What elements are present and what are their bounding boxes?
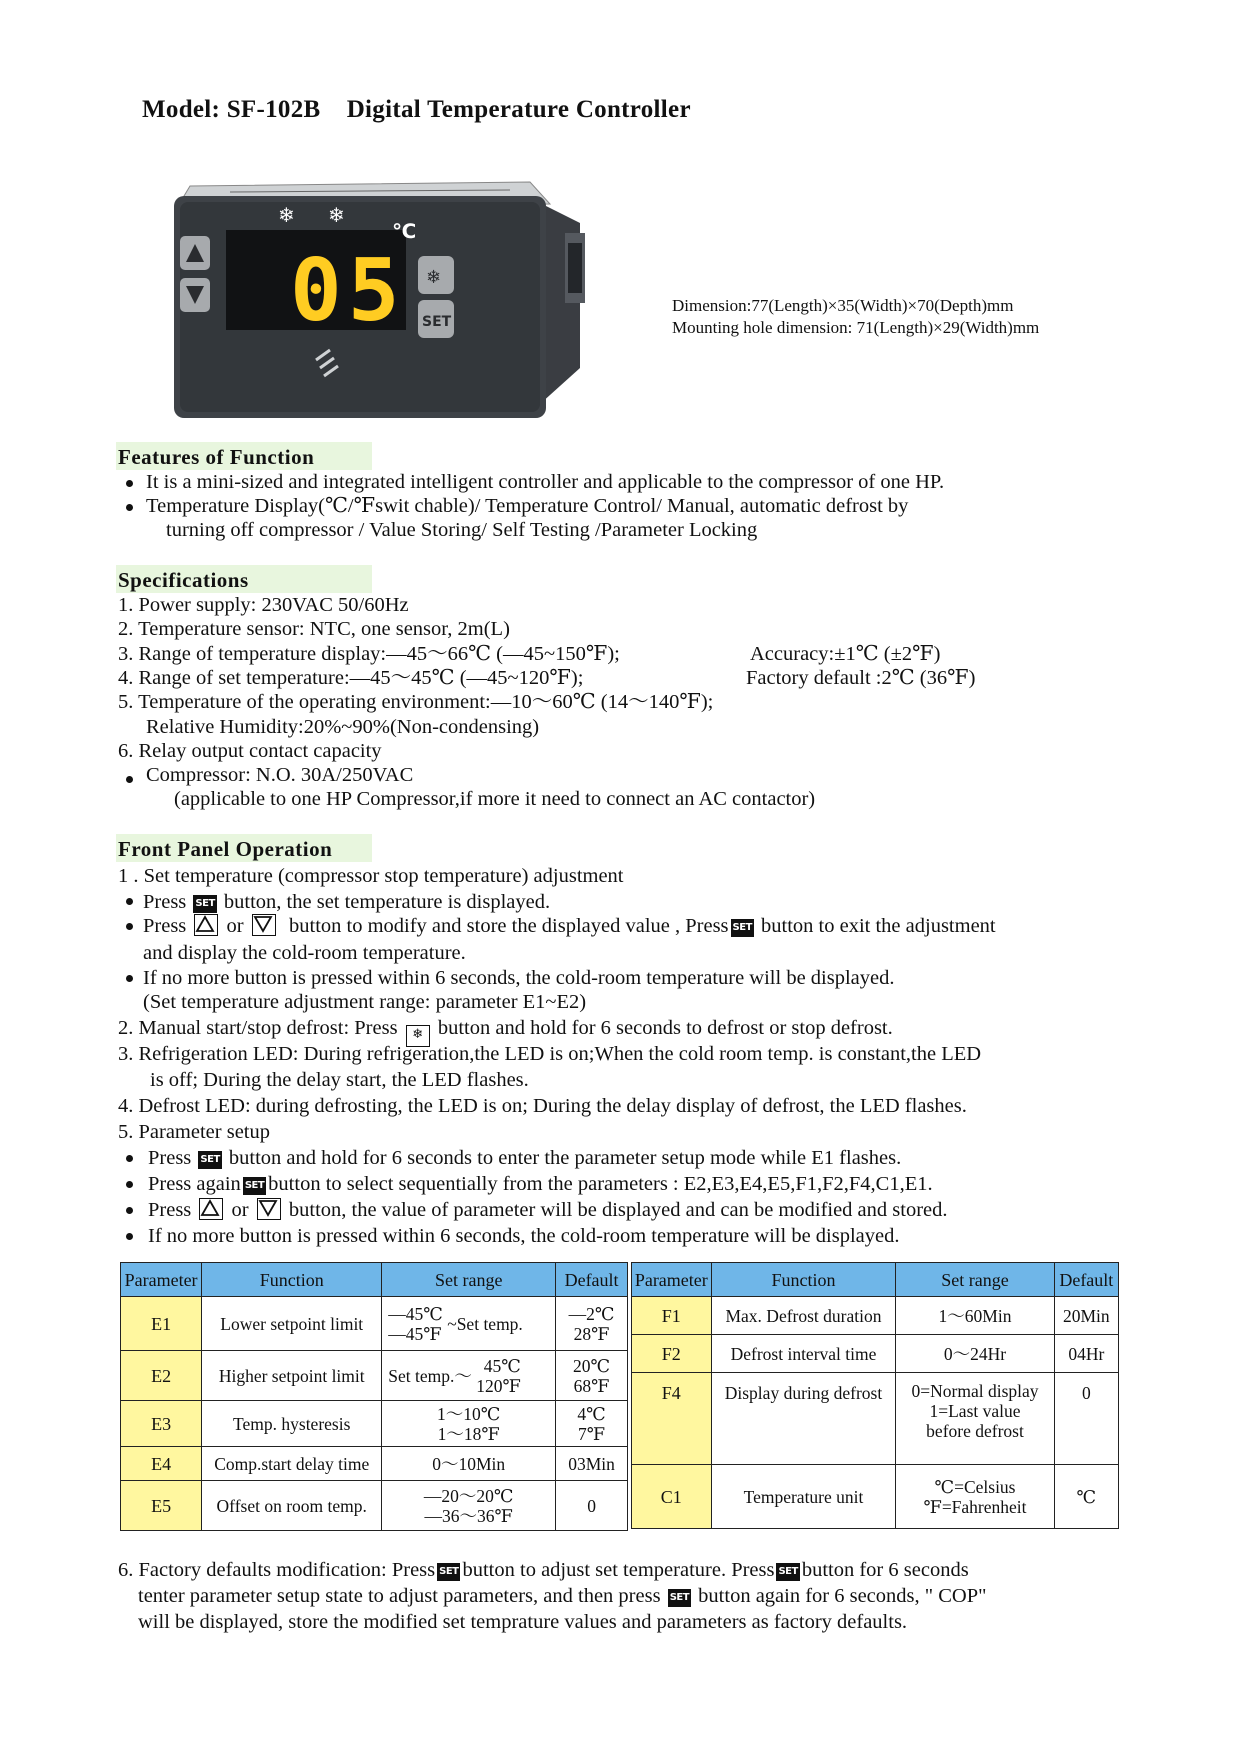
set-key-icon: SET (437, 1563, 460, 1581)
table-row: E2 Higher setpoint limit Set temp.～ 45℃ 120℉ 20℃ 68℉ (121, 1351, 628, 1401)
bullet-icon (126, 1155, 133, 1162)
op-4: 4. Defrost LED: during defrosting, the LED is on; During the delay display of defrost, the LED flashes. (118, 1095, 967, 1117)
up-arrow-key-icon (199, 1198, 223, 1220)
mounting-hole-text: Mounting hole dimension: 71(Length)×29(Width)mm (672, 318, 1040, 337)
set-key-icon: SET (668, 1589, 691, 1607)
defrost-key-icon: ❄ (406, 1025, 430, 1047)
spec-4: 4. Range of set temperature:—45～45℃ (—45~120℉); (118, 667, 584, 689)
op-2: 2. Manual start/stop defrost: Press ❄ button and hold for 6 seconds to defrost or stop defrost. (118, 1016, 893, 1047)
feature-1: It is a mini-sized and integrated intelligent controller and applicable to the compressor of one HP. (146, 471, 945, 493)
bullet-icon (126, 504, 133, 511)
specs-heading: Specifications (116, 565, 372, 593)
bullet-icon (126, 1207, 133, 1214)
bullet-icon (126, 480, 133, 487)
col-header: Default (556, 1263, 628, 1297)
op-5-c: Press or button, the value of parameter will be displayed and can be modified and stored. (148, 1199, 948, 1221)
col-header: Function (202, 1263, 382, 1297)
front-panel-heading: Front Panel Operation (116, 834, 372, 862)
op-6-cont-2: will be displayed, store the modified set temprature values and parameters as factory defaults. (138, 1611, 908, 1633)
snowflake-icon: ❄ (278, 203, 295, 227)
col-header: Parameter (632, 1263, 712, 1297)
op-5-b: Press again SET button to select sequentially from the parameters : E2,E3,E4,E5,F1,F2,F4,C1,E1. (148, 1173, 933, 1195)
op-6-cont: tenter parameter setup state to adjust parameters, and then press SET button again for 6 seconds, " COP" (138, 1585, 987, 1607)
defrost-snowflake-icon: ❄ (328, 203, 345, 227)
table-row: E1 Lower setpoint limit —45℃ —45℉ ~Set temp. —2℃ 28℉ (121, 1297, 628, 1351)
svg-text:❄: ❄ (426, 267, 442, 288)
down-arrow-key-icon (252, 914, 276, 936)
spec-4-default: Factory default :2℃ (36℉) (746, 667, 976, 689)
controller-photo (170, 168, 610, 420)
op-5: 5. Parameter setup (118, 1121, 270, 1143)
set-key-icon: SET (193, 895, 216, 913)
bullet-icon (126, 776, 133, 783)
spec-3-accuracy: Accuracy:±1℃ (±2℉) (750, 643, 941, 665)
col-header: Parameter (121, 1263, 202, 1297)
down-arrow-key-icon (257, 1198, 281, 1220)
op-6: 6. Factory defaults modification: Press SET button to adjust set temperature. Press SET button for 6 seconds (118, 1559, 969, 1581)
spec-5: 5. Temperature of the operating environment:—10～60℃ (14～140℉); (118, 691, 714, 713)
table-row: F4 Display during defrost 0=Normal display 1=Last value before defrost 0 (632, 1373, 1119, 1465)
set-key-icon: SET (198, 1151, 221, 1169)
set-button-label: SET (422, 314, 452, 330)
spec-compressor-note: (applicable to one HP Compressor,if more it need to connect an AC contactor) (174, 788, 816, 810)
set-key-icon: SET (776, 1563, 799, 1581)
set-key-icon: SET (243, 1177, 266, 1195)
dimension-text: Dimension:77(Length)×35(Width)×70(Depth)mm (672, 296, 1014, 315)
table-row: E5 Offset on room temp. —20～20℃ —36～36℉ 0 (121, 1481, 628, 1531)
page-title: Model: SF-102B Digital Temperature Controller (142, 96, 691, 123)
spec-6: 6. Relay output contact capacity (118, 740, 382, 762)
display-unit: ℃ (392, 219, 417, 243)
bullet-icon (126, 1181, 133, 1188)
display-digits: 05 (290, 241, 406, 341)
op-1-b-cont: and display the cold-room temperature. (143, 942, 466, 964)
features-heading: Features of Function (116, 442, 372, 470)
op-1: 1 . Set temperature (compressor stop temperature) adjustment (118, 865, 624, 887)
op-3: 3. Refrigeration LED: During refrigeration,the LED is on;When the cold room temp. is constant,the LED (118, 1043, 982, 1065)
feature-2-cont: turning off compressor / Value Storing/ Self Testing /Parameter Locking (166, 519, 758, 541)
op-1-c-range: (Set temperature adjustment range: parameter E1~E2) (143, 991, 587, 1013)
spec-3: 3. Range of temperature display:—45～66℃ (—45~150℉); (118, 643, 620, 665)
op-1-a: Press SET button, the set temperature is displayed. (143, 891, 551, 913)
op-1-b: Press or button to modify and store the displayed value , Press SET button to exit the adjustment (143, 915, 996, 937)
op-1-c: If no more button is pressed within 6 seconds, the cold-room temperature will be displayed. (143, 967, 895, 989)
op-5-d: If no more button is pressed within 6 seconds, the cold-room temperature will be displayed. (148, 1225, 900, 1247)
bullet-icon (126, 1233, 133, 1240)
col-header: Default (1054, 1263, 1118, 1297)
up-arrow-key-icon (194, 914, 218, 936)
bullet-icon (126, 923, 133, 930)
col-header: Set range (896, 1263, 1054, 1297)
spec-compressor: Compressor: N.O. 30A/250VAC (146, 764, 414, 786)
op-3-cont: is off; During the delay start, the LED flashes. (150, 1069, 529, 1091)
bullet-icon (126, 975, 133, 982)
col-header: Function (711, 1263, 896, 1297)
parameter-table-right (631, 1262, 1119, 1529)
col-header: Set range (382, 1263, 556, 1297)
spec-2: 2. Temperature sensor: NTC, one sensor, 2m(L) (118, 618, 510, 640)
spec-5-humidity: Relative Humidity:20%~90%(Non-condensing) (146, 716, 540, 738)
table-row: F2 Defrost interval time 0～24Hr 04Hr (632, 1335, 1119, 1373)
bullet-icon (126, 898, 133, 905)
table-row: F1 Max. Defrost duration 1～60Min 20Min (632, 1297, 1119, 1335)
table-row: E4 Comp.start delay time 0～10Min 03Min (121, 1447, 628, 1481)
feature-2: Temperature Display(℃/℉swit chable)/ Temperature Control/ Manual, automatic defrost by (146, 495, 909, 517)
parameter-table-left (120, 1262, 628, 1531)
op-5-a: Press SET button and hold for 6 seconds to enter the parameter setup mode while E1 flashes. (148, 1147, 902, 1169)
table-row: C1 Temperature unit ℃=Celsius ℉=Fahrenheit ℃ (632, 1465, 1119, 1529)
spec-1: 1. Power supply: 230VAC 50/60Hz (118, 594, 409, 616)
table-row: E3 Temp. hysteresis 1～10℃ 1～18℉ 4℃ 7℉ (121, 1401, 628, 1447)
set-key-icon: SET (731, 919, 754, 937)
